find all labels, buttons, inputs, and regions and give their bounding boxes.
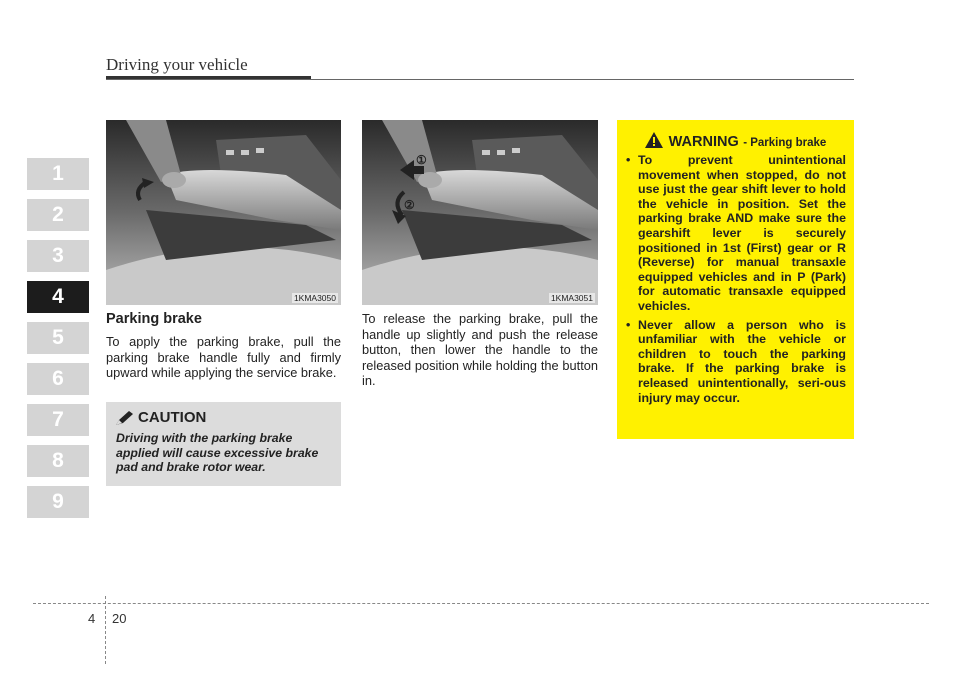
warning-header	[617, 132, 854, 153]
chapter-tab-2[interactable]: 2	[27, 199, 89, 231]
chapter-tab-5[interactable]: 5	[27, 322, 89, 354]
caution-title: CAUTION	[138, 409, 207, 426]
caution-text: Driving with the parking brake applied will cause excessive brake pad and brake rotor wear.	[116, 431, 319, 474]
chapter-tab-4[interactable]: 4	[27, 281, 89, 313]
warning-list	[626, 153, 846, 409]
bullet: •	[626, 153, 631, 167]
release-instructions: To release the parking brake, pull the handle up slightly and push the release button, then lower the handle to the released position while holding the button in.	[362, 311, 598, 388]
pencil-icon	[116, 411, 134, 430]
warning-box	[617, 120, 854, 439]
chapter-tab-6[interactable]: 6	[27, 363, 89, 395]
page-chapter: 4	[88, 611, 96, 626]
parking-brake-release-photo	[362, 120, 598, 305]
chapter-tab-7[interactable]: 7	[27, 404, 89, 436]
callout-2: ②	[404, 198, 415, 212]
warning-title: WARNING	[668, 134, 739, 150]
bullet: •	[626, 317, 631, 332]
figure-code: 1KMA3051	[550, 293, 593, 303]
page-number: 20	[112, 611, 127, 626]
figure-code: 1KMA3050	[293, 293, 336, 303]
apply-instructions: To apply the parking brake, pull the parking brake handle fully and firmly upward while applying the service brake.	[106, 334, 341, 380]
list-item	[626, 318, 846, 406]
chapter-tab-3[interactable]: 3	[27, 240, 89, 272]
footer-divider	[105, 596, 106, 664]
footer-rule	[33, 603, 929, 604]
header-rule	[106, 79, 854, 80]
warning-item-text: Never allow a person who is unfamiliar with the vehicle or children to touch the parking brake. If the parking brake is released unintentionally, seri-ous injury may occur.	[638, 317, 846, 405]
warning-triangle-icon	[645, 132, 663, 153]
list-item	[626, 153, 846, 314]
callout-1: ①	[416, 153, 427, 167]
chapter-tab-8[interactable]: 8	[27, 445, 89, 477]
chapter-tab-9[interactable]: 9	[27, 486, 89, 518]
warning-item-text: To prevent unintentional movement when stopped, do not use just the gear shift lever to hold the vehicle in position. Set the parking brake AND make sure the gearshift lever is securely positioned in 1st (First) gear or R (Reverse) for manual transaxle equipped vehicles and in P (Park) for automatic transaxle equipped vehicles.	[638, 153, 846, 313]
warning-subtitle: - Parking brake	[743, 137, 827, 149]
section-title: Parking brake	[106, 311, 202, 327]
parking-brake-apply-photo	[106, 120, 341, 305]
caution-box	[106, 402, 341, 486]
chapter-tab-1[interactable]: 1	[27, 158, 89, 190]
header-title: Driving your vehicle	[106, 55, 248, 74]
